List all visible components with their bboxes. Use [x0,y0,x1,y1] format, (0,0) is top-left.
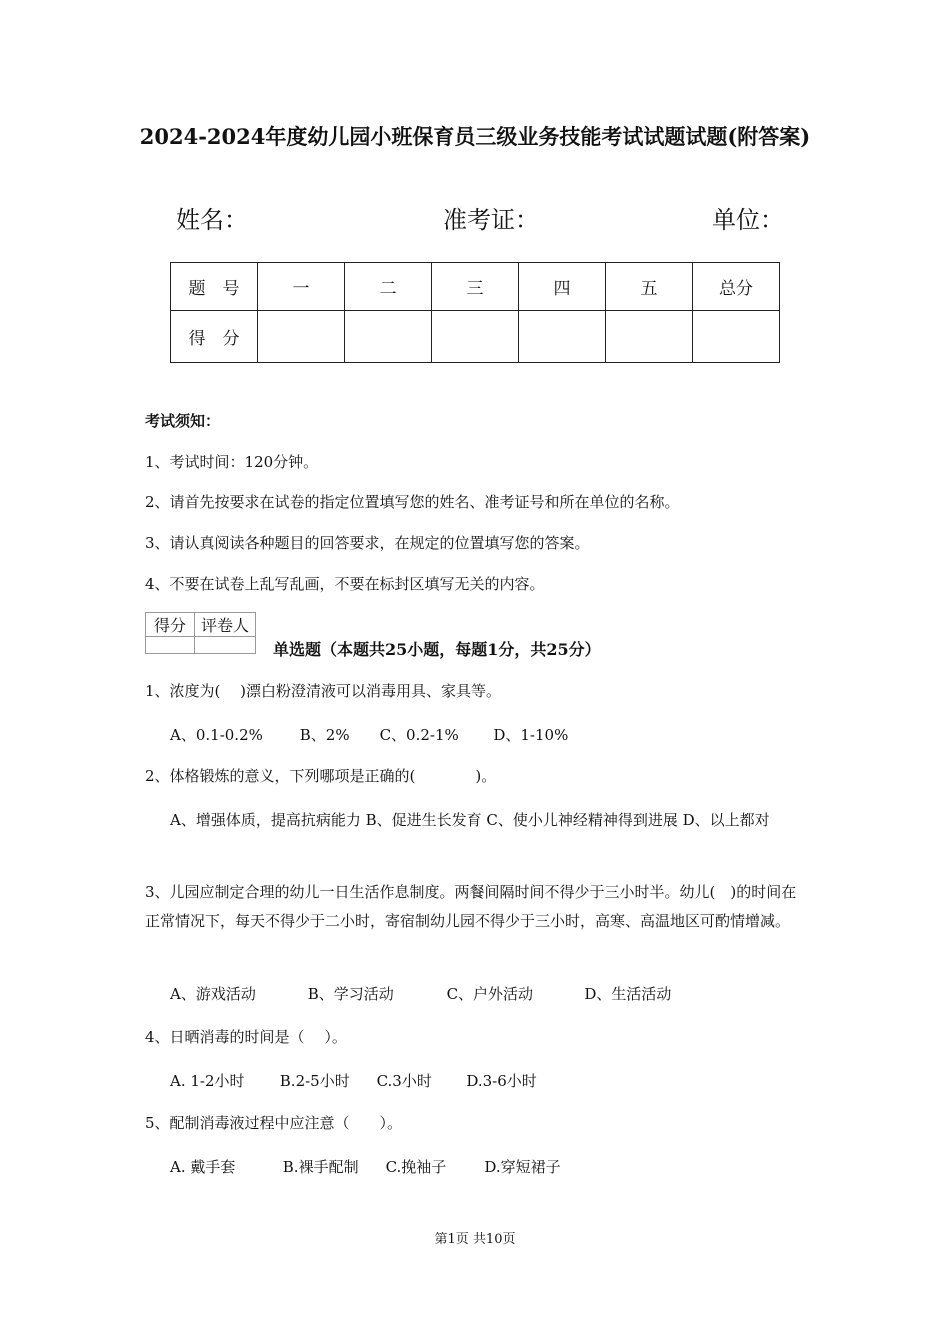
question-5: 5、配制消毒液过程中应注意（ ）。 [145,1114,403,1132]
score-table-header-cell: 五 [606,263,693,311]
grader-score-label: 得分 [146,613,195,637]
option[interactable]: D、生活活动 [584,985,672,1003]
page-footer: 第1页 共10页 [434,1232,516,1247]
score-table-header-row [171,263,780,311]
option[interactable]: A. 戴手套 [170,1158,236,1176]
question-3-options [170,983,671,1004]
score-table [170,262,780,363]
score-table-header-cell: 三 [432,263,519,311]
exam-id-field-label: 准考证： [443,206,539,234]
option[interactable]: D、1-10% [493,726,569,744]
section-title: 单选题（本题共25小题，每题1分，共25分） [273,640,601,659]
grader-score-cell[interactable] [146,637,195,654]
notice-title: 考试须知： [145,412,221,430]
notice-item: 3、请认真阅读各种题目的回答要求，在规定的位置填写您的答案。 [145,534,590,552]
question-1: 1、浓度为( )漂白粉澄清液可以消毒用具、家具等。 [145,682,502,700]
option[interactable]: B、学习活动 [307,985,394,1003]
question-3: 3、儿园应制定合理的幼儿一日生活作息制度。两餐间隔时间不得少于三小时半。幼儿( )的时间在正常情况下，每天不得少于二小时，寄宿制幼儿园不得少于三小时，高寒、高温地区可酌情增减。 [145,883,797,930]
page-title: 2024-2024年度幼儿园小班保育员三级业务技能考试试题试题(附答案) [139,124,811,149]
score-table-header-cell: 二 [345,263,432,311]
option[interactable]: B、2% [299,726,350,744]
option[interactable]: A、游戏活动 [170,985,256,1003]
question-2: 2、体格锻炼的意义，下列哪项是正确的( )。 [145,767,497,785]
question-5-options [170,1156,561,1177]
score-table-score-row [171,311,780,363]
option[interactable]: A. 1-2小时 [170,1072,245,1090]
score-table-row-label: 得 分 [171,311,258,363]
option[interactable]: B.2-5小时 [279,1072,350,1090]
score-cell[interactable] [345,311,432,363]
score-table-header-cell: 一 [258,263,345,311]
notice-item: 1、考试时间：120分钟。 [145,453,319,471]
score-table-header-cell: 四 [519,263,606,311]
grader-reviewer-cell[interactable] [195,637,256,654]
score-cell[interactable] [258,311,345,363]
option[interactable]: B.裸手配制 [282,1158,359,1176]
score-table-header-cell: 总分 [693,263,780,311]
option[interactable]: C、户外活动 [446,985,534,1003]
grader-reviewer-label: 评卷人 [195,613,256,637]
option[interactable]: C.3小时 [376,1072,432,1090]
question-4-options [170,1070,537,1091]
option[interactable]: D.3-6小时 [466,1072,537,1090]
question-4: 4、日晒消毒的时间是（ ）。 [145,1028,347,1046]
question-1-options [170,724,568,745]
option[interactable]: D.穿短裙子 [484,1158,561,1176]
option[interactable]: A、0.1-0.2% [170,726,263,744]
name-field-label: 姓名： [176,206,248,234]
score-cell[interactable] [519,311,606,363]
notice-item: 4、不要在试卷上乱写乱画，不要在标封区填写无关的内容。 [145,575,545,593]
grader-table [145,612,256,654]
score-table-header-cell: 题 号 [171,263,258,311]
notice-item: 2、请首先按要求在试卷的指定位置填写您的姓名、准考证号和所在单位的名称。 [145,493,680,511]
score-cell[interactable] [693,311,780,363]
question-2-options: A、增强体质，提高抗病能力 B、促进生长发育 C、使小儿神经精神得到进展 D、以上都对 [170,811,770,829]
score-cell[interactable] [432,311,519,363]
option[interactable]: C.挽袖子 [385,1158,447,1176]
unit-field-label: 单位： [712,206,784,234]
option[interactable]: C、0.2-1% [379,726,459,744]
score-cell[interactable] [606,311,693,363]
